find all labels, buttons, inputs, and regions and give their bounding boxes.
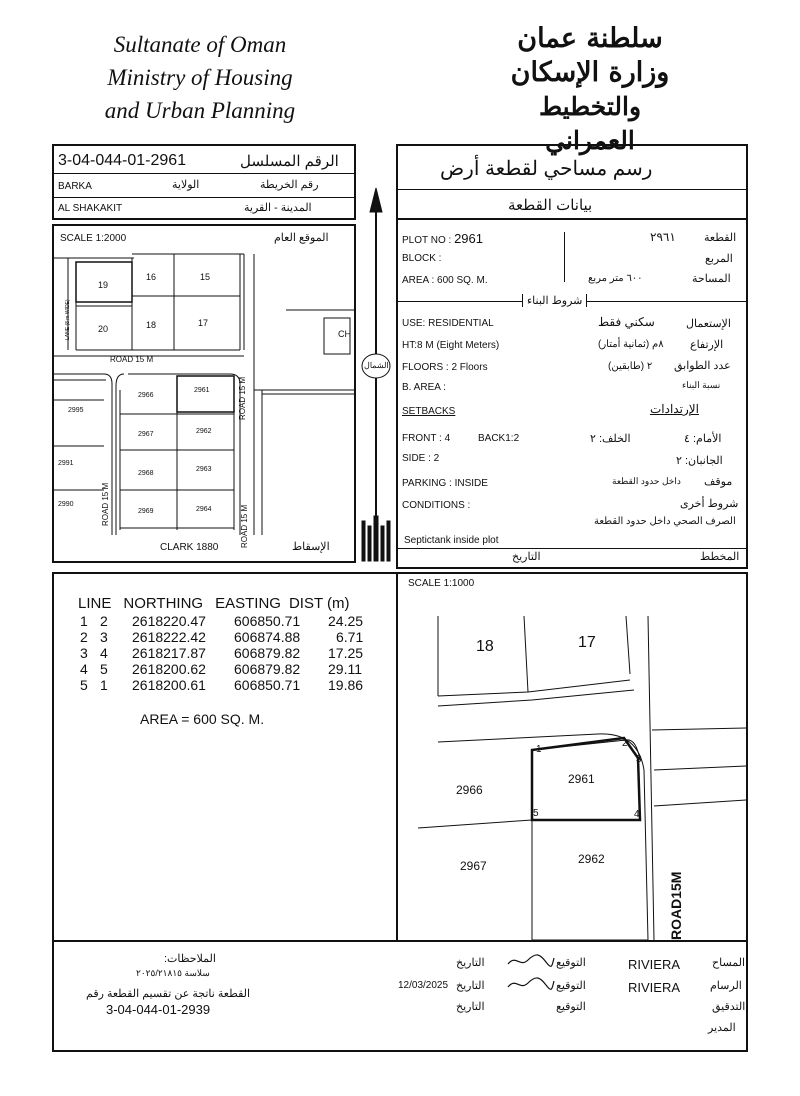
back-label: BACK1:2 — [478, 433, 520, 444]
north-arrow-icon — [356, 186, 396, 566]
plot-lot-18: 18 — [476, 638, 494, 655]
conditions-label: CONDITIONS : — [402, 500, 471, 511]
plot-lot-2961: 2961 — [568, 772, 595, 786]
area-ar-value: ٦٠٠ متر مربع — [588, 273, 643, 284]
block-label: BLOCK : — [402, 253, 442, 264]
coordinates-table — [78, 596, 356, 612]
surveyor-label: المساح — [712, 957, 746, 969]
vertex-1: 1 — [536, 744, 542, 755]
setbacks-label: SETBACKS — [402, 406, 456, 417]
header-ar-line2: وزارة الإسكان — [510, 57, 670, 88]
loc-lot-19: 19 — [98, 280, 109, 290]
ht-ar-value: ٨م (ثمانية أمتار) — [598, 339, 664, 350]
date-label-1: التاريخ — [456, 957, 485, 969]
septic-text: Septictank inside plot — [404, 535, 499, 546]
vertex-5: 5 — [533, 808, 539, 819]
signature-2 — [506, 975, 556, 993]
use-ar-label: الإستعمال — [686, 318, 731, 330]
plot-data-subtitle: بيانات القطعة — [508, 197, 593, 214]
loc-lot-15: 15 — [200, 272, 211, 282]
area-label: AREA : 600 SQ. M. — [402, 275, 488, 286]
loc-lot-2990: 2990 — [58, 501, 74, 508]
plot-lot-17: 17 — [578, 634, 596, 651]
parking-ar-value: داخل حدود القطعة — [612, 476, 681, 486]
signature-1 — [506, 952, 556, 970]
floors-label: FLOORS : 2 Floors — [402, 362, 488, 373]
plot-ar-label: القطعة — [704, 232, 737, 244]
date-value: 12/03/2025 — [398, 980, 449, 991]
loc-lot-2964: 2964 — [196, 506, 212, 513]
floors-ar-label: عدد الطوابق — [674, 360, 731, 372]
building-conditions-label: شروط البناء — [522, 294, 587, 307]
plot-no-value: 2961 — [454, 231, 483, 246]
plot-no-label: PLOT NO : 2961 — [402, 231, 483, 246]
plot-lot-2966: 2966 — [456, 783, 483, 797]
right-date-label: التاريخ — [512, 551, 541, 563]
setbacks-ar: الإرتدادات — [650, 402, 699, 416]
loc-road-h: ROAD 15 M — [110, 355, 154, 364]
date-label-3: التاريخ — [456, 1001, 485, 1013]
planner-label: المخطط — [700, 551, 740, 563]
barea-ar: نسبة البناء — [682, 380, 721, 390]
loc-lot-2966: 2966 — [138, 392, 154, 399]
loc-lot-2963: 2963 — [196, 466, 212, 473]
location-scale: SCALE 1:2000 — [60, 233, 127, 244]
date-label-2: التاريخ — [456, 980, 485, 992]
side-label: SIDE : 2 — [402, 453, 440, 464]
loc-lot-17: 17 — [198, 318, 209, 328]
wilayat-value: BARKA — [58, 181, 92, 192]
col-easting: EASTING — [215, 595, 281, 612]
remarks-ref: سلاسة ٢٠٢٥/٢١٨١٥ — [136, 968, 210, 978]
director-label: المدير — [708, 1022, 736, 1034]
checker-label: التدقيق — [712, 1001, 746, 1013]
header-en-line2: Ministry of Housing — [107, 65, 293, 90]
loc-road-v: ROAD 15 M — [238, 376, 247, 420]
subdivision-label: القطعة ناتجة عن تقسيم القطعة رقم — [86, 988, 251, 1000]
header-en-line3: and Urban Planning — [104, 98, 296, 123]
vertex-4: 4 — [634, 809, 640, 820]
loc-lot-2991: 2991 — [58, 460, 74, 467]
village-value: AL SHAKAKIT — [58, 203, 123, 214]
village-label: المدينة - القرية — [244, 202, 312, 214]
front-ar: الأمام: ٤ — [684, 433, 722, 445]
loc-road-v2: ROAD 15 M — [240, 504, 249, 548]
wilayat-label: الولاية — [172, 179, 200, 191]
col-line: LINE — [78, 595, 112, 612]
header-ar-line3: والتخطيط العمراني — [538, 92, 642, 155]
ht-label: HT:8 M (Eight Meters) — [402, 340, 500, 351]
drafter-value: RIVIERA — [628, 980, 681, 995]
conditions-ar-value: الصرف الصحي داخل حدود القطعة — [594, 516, 736, 527]
block-ar: المربع — [705, 253, 733, 265]
drafter-label: الرسام — [710, 980, 742, 992]
loc-lot-16: 16 — [146, 272, 157, 282]
back-ar: الخلف: ٢ — [590, 433, 631, 445]
map-no-label: رقم الخريطة — [260, 179, 319, 191]
plot-ar-value: ٢٩٦١ — [650, 230, 676, 244]
projection-label: الإسقاط — [292, 541, 330, 553]
loc-lot-2961: 2961 — [194, 387, 210, 394]
vertex-2: 2 — [622, 738, 628, 749]
signature-label-1: التوقيع — [556, 957, 586, 969]
parking-ar-label: موقف — [704, 476, 733, 488]
side-ar: الجانبان: ٢ — [676, 455, 723, 467]
projection-value: CLARK 1880 — [160, 542, 219, 553]
loc-lot-2968: 2968 — [138, 470, 154, 477]
loc-lot-18: 18 — [146, 320, 157, 330]
north-label: الشمال — [364, 361, 389, 370]
barea-label: B. AREA : — [402, 382, 446, 393]
surveyor-value: RIVIERA — [628, 957, 681, 972]
loc-lot-20: 20 — [98, 324, 109, 334]
front-label: FRONT : 4 — [402, 433, 451, 444]
remarks-label: الملاحظات: — [164, 953, 216, 965]
loc-lot-2962: 2962 — [196, 428, 212, 435]
conditions-ar: شروط أخرى — [680, 498, 739, 510]
floors-ar-value: ٢ (طابقين) — [608, 361, 653, 372]
loc-lane: LANE (8 m WIDE) — [65, 299, 71, 340]
col-dist: DIST (m) — [288, 595, 350, 612]
plot-map-scale: SCALE 1:1000 — [408, 578, 475, 589]
ht-ar-label: الإرتفاع — [690, 339, 724, 351]
loc-ch-label: CH — [338, 329, 351, 339]
loc-lot-2969: 2969 — [138, 508, 154, 515]
location-title: الموقع العام — [274, 232, 329, 244]
use-label: USE: RESIDENTIAL — [402, 318, 494, 329]
header-en-line1: Sultanate of Oman — [113, 32, 287, 57]
signature-label-2: التوقيع — [556, 980, 586, 992]
loc-lot-2995: 2995 — [68, 407, 84, 414]
plot-lot-2967: 2967 — [460, 859, 487, 873]
loc-lot-2967: 2967 — [138, 431, 154, 438]
coords-area: AREA = 600 SQ. M. — [140, 711, 265, 727]
parking-label: PARKING : INSIDE — [402, 478, 488, 489]
plot-road-label: ROAD15M — [668, 871, 684, 940]
header-ar-line1: سلطنة عمان — [517, 23, 663, 54]
loc-road-v3: ROAD 15 M — [101, 482, 110, 526]
col-northing: NORTHING — [123, 595, 204, 612]
doc-title: رسم مساحي لقطعة أرض — [440, 158, 653, 180]
plot-lot-2962: 2962 — [578, 852, 605, 866]
subdivision-value: 3-04-044-01-2939 — [106, 1002, 211, 1017]
signature-label-3: التوقيع — [556, 1001, 586, 1013]
area-ar-label: المساحة — [692, 273, 731, 285]
serial-label: الرقم المسلسل — [240, 153, 339, 170]
vertex-3: 3 — [636, 754, 642, 765]
use-ar-value: سكني فقط — [598, 315, 655, 329]
serial-value: 3-04-044-01-2961 — [58, 152, 187, 169]
